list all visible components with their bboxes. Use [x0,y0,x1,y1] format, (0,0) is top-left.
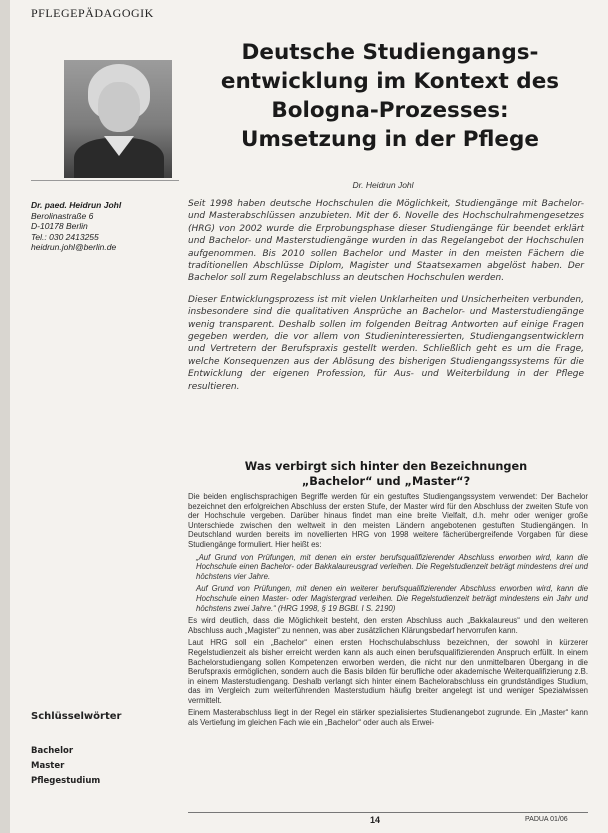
body-paragraph: Es wird deutlich, dass die Möglichkeit besteht, den ersten Abschluss auch „Bakkalaureus“ und den weiteren Abschluss auch „Magister“ zu nennen, was aber zusätzlichen Klärungsbedarf hervorrufen kann. [188,616,588,635]
article-body [188,492,588,731]
legal-quote: Auf Grund von Prüfungen, mit denen ein weiterer berufsqualifizierender Abschluss erworben wird, kann die Hochschule einen Master- oder Magistergrad verleihen. Die Regelstudienzeit beträgt mindestens ein Jahr und höchstens zwei Jahre.“ (HRG 1998, § 19 BGBl. I S. 2190) [196,584,588,613]
article-title [200,38,580,154]
keywords-heading: Schlüsselwörter [31,711,122,722]
section-header-label: PFLEGEPÄDAGOGIK [31,6,154,20]
section-heading [188,459,584,489]
contact-city: D-10178 Berlin [31,221,88,231]
contact-email[interactable]: heidrun.johl@berlin.de [31,242,117,252]
title-line: entwicklung im Kontext des [220,69,560,94]
sidebar-divider [31,180,179,181]
keyword-item: Bachelor [31,746,74,756]
body-paragraph: Einem Masterabschluss liegt in der Regel ein stärker spezialisiertes Studienangebot zugrunde. Ein „Master“ kann als Vertiefung im gleichen Fach wie ein „Bachelor“ oder auch als Erwei- [188,708,588,728]
lead-paragraph: Dieser Entwicklungsprozess ist mit vielen Unklarheiten und Unsicherheiten verbunden, insbesondere sind die qualitativen Ansprüche an Bachelor- und Masterstudiengänge wenig transparent. Deshalb sollen im folgenden Beitrag Antworten auf einige Fragen gegeben werden, die vor allem von Studieninteressierten, Studiengangsentwicklern und Vertretern der Berufspraxis gestellt werden. Schließlich geht es um die Frage, welche Konsequenzen aus der Ablösung des bisherigen Studiengangssystems für die Entwicklung der eigenen Profession, für Aus- und Weiterbildung in der Pflege resultieren. [188,294,584,392]
body-paragraph: Laut HRG soll ein „Bachelor“ einen ersten Hochschulabschluss bezeichnen, der sowohl in kürzerer Regelstudienzeit als bisher erreicht werden kann als auch einen berufsqualifizierenden Anspruch erfüllt. In einem Bachelorstudiengang sollen Kompetenzen erworben werden, die nicht nur den unmittelbaren Übergang in die Berufspraxis ermöglichen, sondern auch die Basis bilden für berufliche oder akademische Weiterqualifizierung z.B. in einem Masterstudiengang. Deshalb verlangt sich hinter einem Bachelorabschluss ein grundständiges Studium, das im Vergleich zum weiterführenden Masterstudium häufig breiter angelegt ist und weniger Spezialwissen vermittelt. [188,638,588,705]
keywords-list [31,744,100,789]
keyword-item: Pflegestudium [31,776,101,786]
contact-street: Berolinastraße 6 [31,210,94,221]
heading-line: Was verbirgt sich hinter den Bezeichnungen [244,460,528,473]
article-lead [188,198,584,402]
contact-phone: Tel.: 030 2413255 [31,231,99,242]
keyword-item: Master [31,761,65,771]
author-contact [31,200,181,253]
footer-rule [188,812,588,813]
lead-paragraph: Seit 1998 haben deutsche Hochschulen die Möglichkeit, Studiengänge mit Bachelor- und Masterabschlüssen anzubieten. Mit der 6. Novelle des Hochschulrahmengesetzes (HRG) von 2002 wurde die Erprobungsphase dieser Studiengänge für beendet erklärt und Bachelor- und Masterstudiengänge wurden in das Regelangebot der Hochschulen aufgenommen. Bis 2010 sollen Bachelor und Master in den meisten Fächern die traditionellen Abschlüsse Diplom, Magister und Staatsexamen abgelöst haben. Der Bachelor soll zum Regelabschluss an deutschen Hochschulen werden. [188,199,584,284]
scan-gutter [0,0,10,833]
author-byline: Dr. Heidrun Johl [352,180,414,190]
title-line: Deutsche Studiengangs- [241,40,539,65]
contact-name: Dr. paed. Heidrun Johl [31,200,122,210]
page-number: 14 [370,815,381,825]
legal-quote: „Auf Grund von Prüfungen, mit denen ein erster berufsqualifizierender Abschluss erworben wird, kann die Hochschule einen Bachelor- oder Bakkalaureusgrad verleihen. Die Regelstudienzeit beträgt mindestens drei und höchstens vier Jahre. [196,552,588,581]
title-line: Bologna-Prozesses: [271,98,509,123]
heading-line: „Bachelor“ und „Master“? [301,475,471,488]
journal-reference: PADUA 01/06 [525,816,568,823]
body-paragraph: Die beiden englischsprachigen Begriffe werden für ein gestuftes Studiengangssystem verwendet: Der Bachelor bezeichnet den erfolgreichen Abschluss der ersten Stufe, der Master wird für den Abschluss der zweiten Stufe von der Hochschule vergeben. Darüber hinaus findet man eine breite Vielfalt, d.h. mehr oder weniger große Unterschiede zwischen den weltweit in den meisten Ländern angebotenen gestuften Studiengängen. In Deutschland wurden bereits im novellierten HRG von 1998 weitere fächerübergreifende Vorgaben für diese Studiengänge formuliert. Hier heißt es: [188,492,588,549]
title-line: Umsetzung in der Pflege [241,127,539,152]
author-photo [64,60,172,178]
